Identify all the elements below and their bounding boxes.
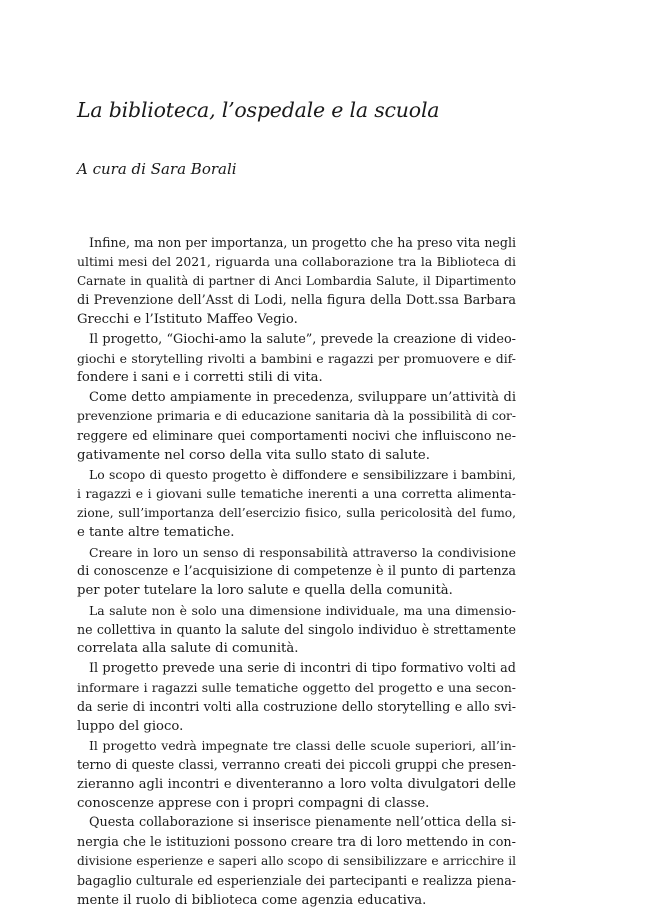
text-line: Il progetto, “Giochi-amo la salute”, prevede la creazione di video- — [89, 331, 516, 347]
author-credit: A cura di Sara Borali — [77, 160, 237, 178]
text-line: da serie di incontri volti alla costruzione dello storytelling e allo svi- — [77, 699, 516, 715]
text-line: zieranno agli incontri e diventeranno a loro volta divulgatori delle — [77, 776, 516, 792]
text-line: Questa collaborazione si inserisce pienamente nell’ottica della si- — [89, 815, 516, 831]
text-line: i ragazzi e i giovani sulle tematiche inerenti a una corretta alimenta- — [77, 486, 516, 502]
text-line: gativamente nel corso della vita sullo stato di salute. — [77, 447, 430, 463]
text-line: nergia che le istituzioni possono creare tra di loro mettendo in con- — [77, 834, 516, 850]
text-line: luppo del gioco. — [77, 718, 184, 734]
text-line: di conoscenze e l’acquisizione di competenze è il punto di partenza — [77, 563, 516, 579]
text-line: Il progetto prevede una serie di incontri di tipo formativo volti ad — [89, 660, 516, 676]
text-line: ne collettiva in quanto la salute del singolo individuo è strettamente — [77, 621, 516, 637]
text-line: Come detto ampiamente in precedenza, sviluppare un’attività di — [89, 389, 516, 405]
text-line: zione, sull’importanza dell’esercizio fisico, sulla pericolosità del fumo, — [77, 505, 516, 520]
text-line: e tante altre tematiche. — [77, 525, 235, 541]
text-line: mente il ruolo di biblioteca come agenzia educativa. — [77, 892, 427, 908]
text-line: fondere i sani e i corretti stili di vita. — [77, 370, 323, 386]
text-line: terno di queste classi, verranno creati dei piccoli gruppi che presen- — [77, 757, 516, 773]
text-line: Carnate in qualità di partner di Anci Lombardia Salute, il Dipartimento — [77, 273, 516, 288]
text-line: La salute non è solo una dimensione individuale, ma una dimensio- — [89, 602, 516, 618]
text-line: Infine, ma non per importanza, un progetto che ha preso vita negli — [89, 235, 516, 250]
text-line: divisione esperienze e saperi allo scopo di sensibilizzare e arricchire il — [77, 854, 516, 868]
text-line: Creare in loro un senso di responsabilità attraverso la condivisione — [89, 544, 516, 560]
article-body — [77, 233, 516, 910]
text-line: bagaglio culturale ed esperienziale dei partecipanti e realizza piena- — [77, 873, 516, 889]
text-line: ultimi mesi del 2021, riguarda una collaborazione tra la Biblioteca di — [77, 254, 516, 270]
text-line: giochi e storytelling rivolti a bambini e ragazzi per promuovere e dif- — [77, 351, 516, 367]
text-line: Il progetto vedrà impegnate tre classi delle scuole superiori, all’in- — [89, 737, 516, 753]
text-line: reggere ed eliminare quei comportamenti nocivi che influiscono ne- — [77, 428, 516, 444]
text-line: di Prevenzione dell’Asst di Lodi, nella figura della Dott.ssa Barbara — [77, 293, 516, 309]
text-line: informare i ragazzi sulle tematiche oggetto del progetto e una secon- — [77, 679, 516, 695]
chapter-title: La biblioteca, l’ospedale e la scuola — [77, 98, 440, 122]
text-line: prevenzione primaria e di educazione sanitaria dà la possibilità di cor- — [77, 409, 516, 424]
text-line: per poter tutelare la loro salute e quella della comunità. — [77, 583, 453, 599]
text-line: Lo scopo di questo progetto è diffondere e sensibilizzare i bambini, — [89, 467, 516, 483]
text-line: correlata alla salute di comunità. — [77, 641, 299, 657]
text-line: conoscenze apprese con i propri compagni di classe. — [77, 795, 430, 811]
text-line: Grecchi e l’Istituto Maffeo Vegio. — [77, 312, 298, 328]
